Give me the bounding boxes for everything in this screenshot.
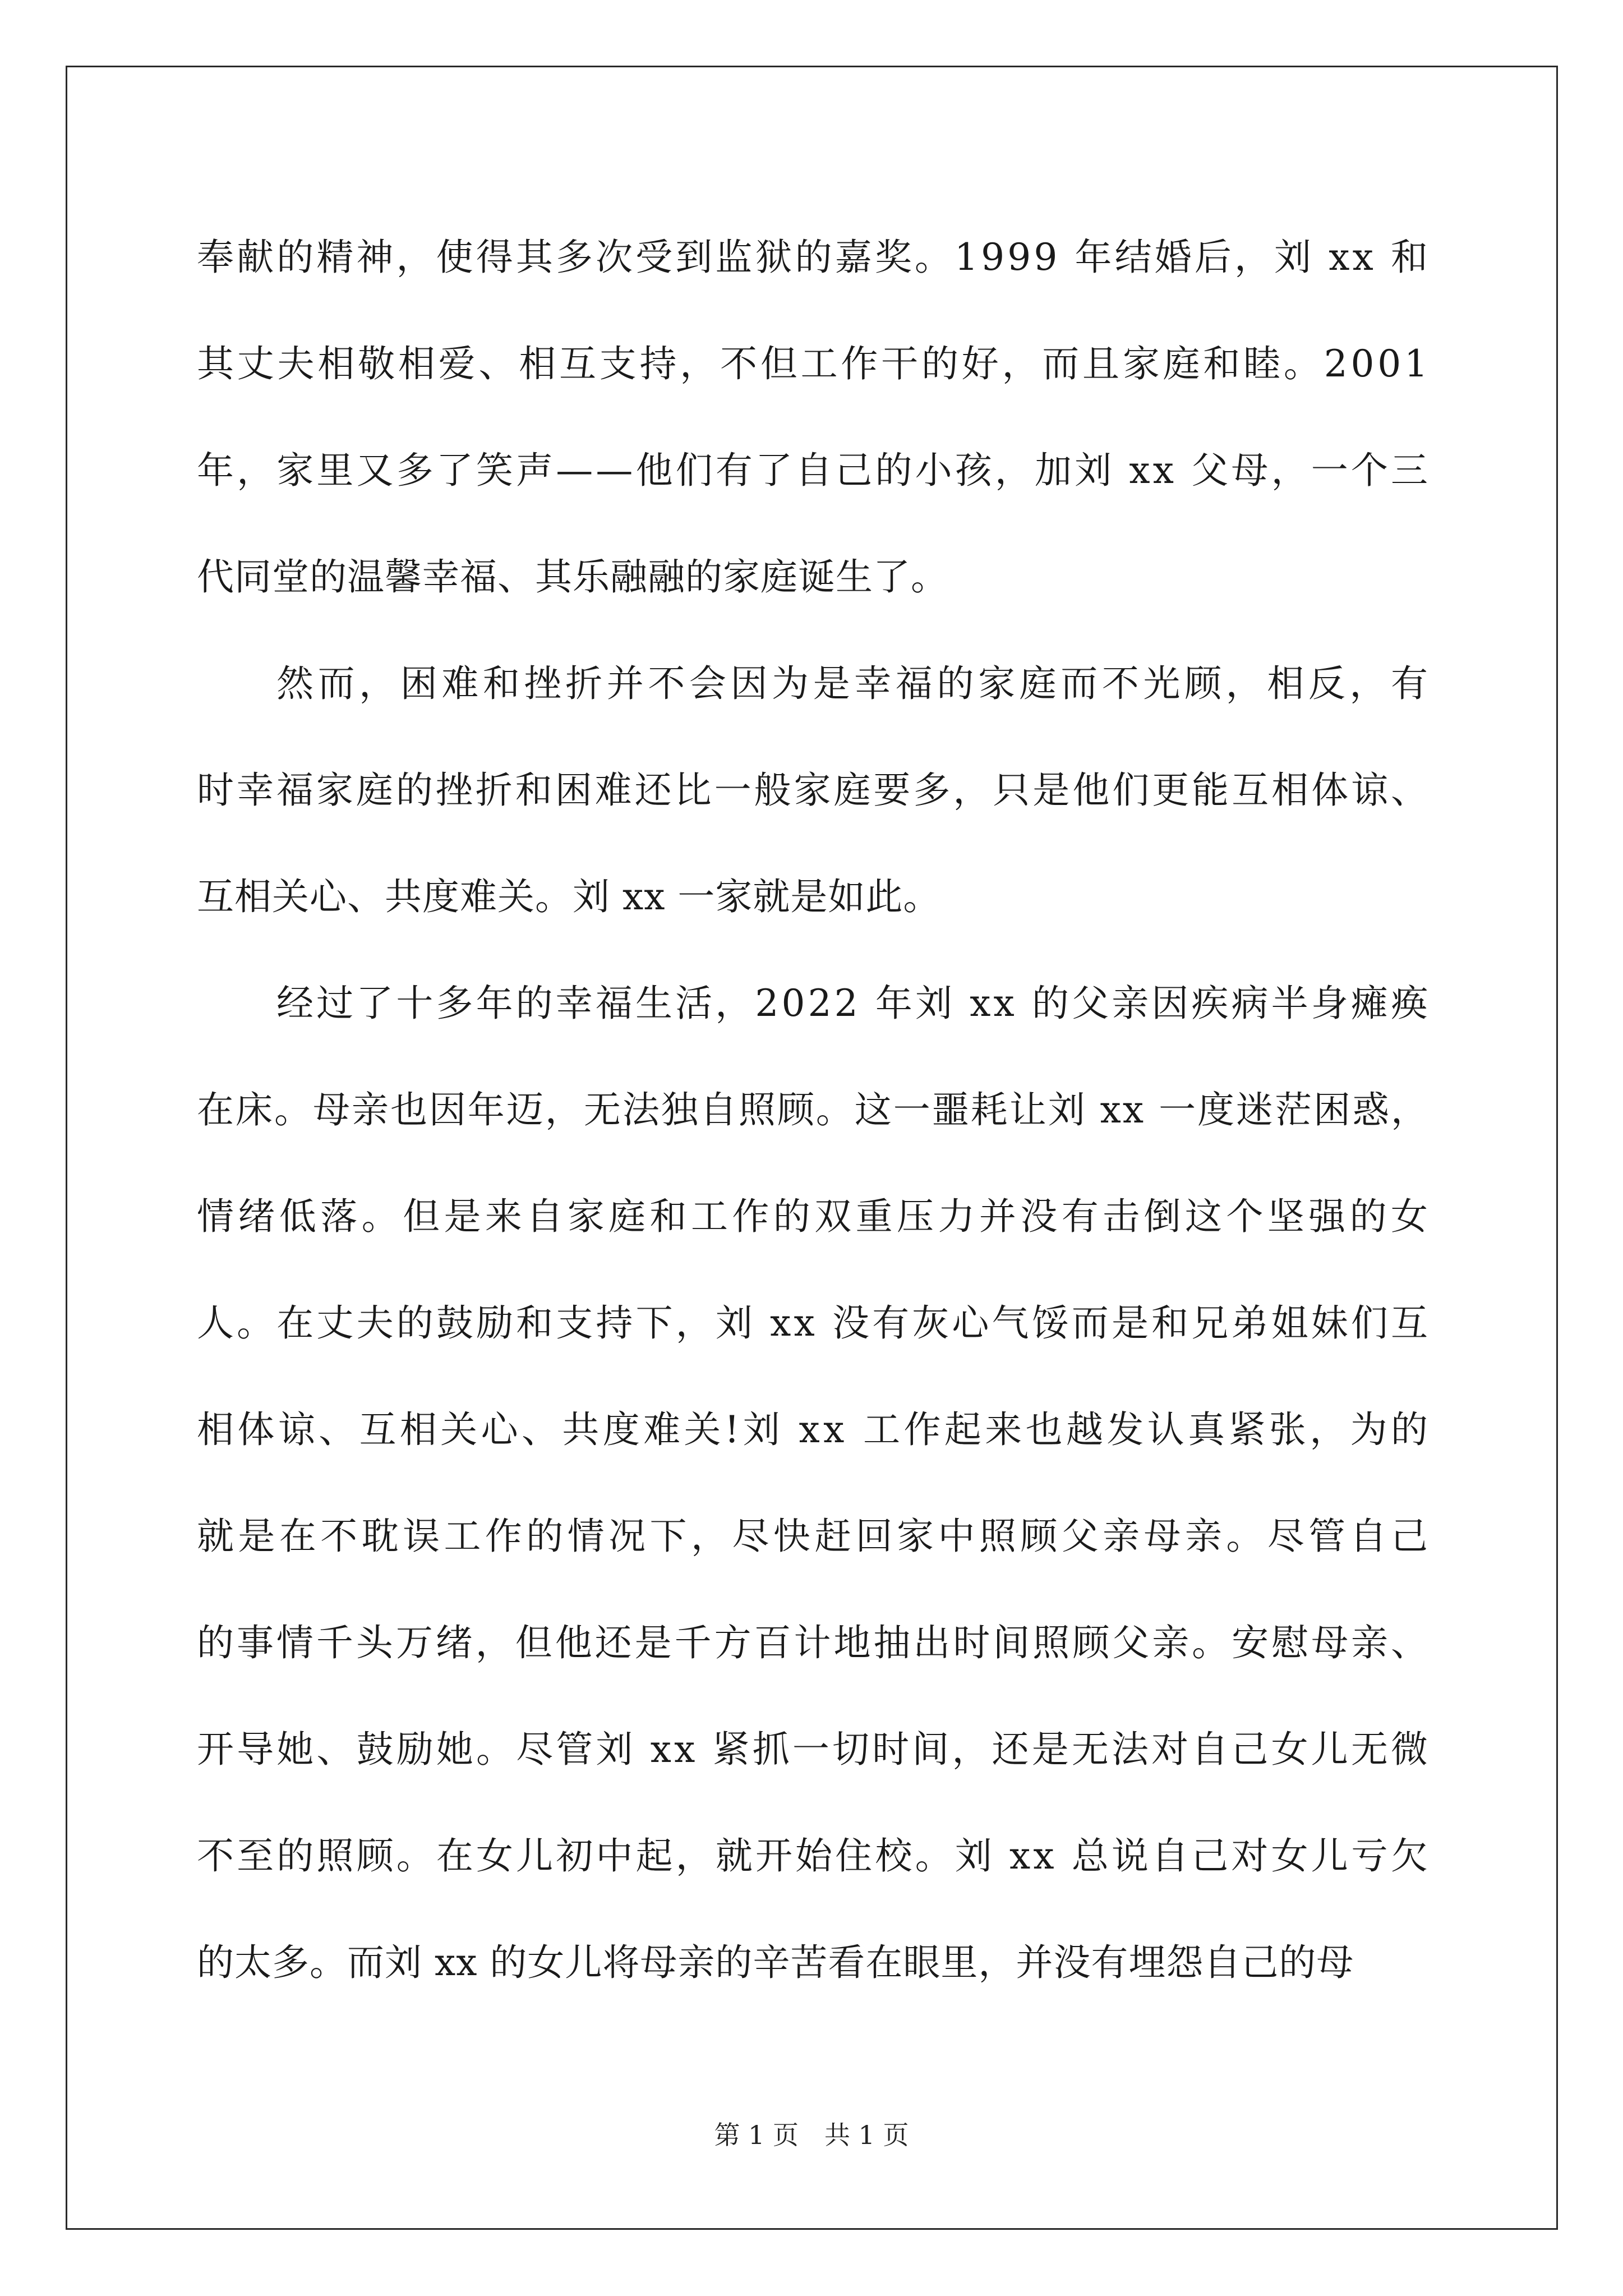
text-line: 奉献的精神，使得其多次受到监狱的嘉奖。1999 年结婚后，刘 xx 和 <box>197 236 1431 279</box>
text-line: 不至的照顾。在女儿初中起，就开始住校。刘 xx 总说自己对女儿亏欠 <box>197 1834 1431 1878</box>
text-line: 就是在不耽误工作的情况下，尽快赶回家中照顾父亲母亲。尽管自己 <box>197 1515 1432 1558</box>
text-line: 然而，困难和挫折并不会因为是幸福的家庭而不光顾，相反，有 <box>276 662 1432 705</box>
text-line: 互相关心、共度难关。刘 xx 一家就是如此。 <box>197 875 941 918</box>
text-line: 时幸福家庭的挫折和困难还比一般家庭要多，只是他们更能互相体谅、 <box>197 769 1431 812</box>
text-line: 其丈夫相敬相爱、相互支持，不但工作干的好，而且家庭和睦。2001 <box>197 342 1431 385</box>
text-line: 经过了十多年的幸福生活，2022 年刘 xx 的父亲因疾病半身瘫痪 <box>276 982 1431 1025</box>
document-body <box>197 204 1432 2016</box>
text-line: 的事情千头万绪，但他还是千方百计地抽出时间照顾父亲。安慰母亲、 <box>197 1621 1431 1664</box>
text-line: 相体谅、互相关心、共度难关!刘 xx 工作起来也越发认真紧张，为的 <box>197 1408 1432 1451</box>
text-line: 开导她、鼓励她。尽管刘 xx 紧抓一切时间，还是无法对自己女儿无微 <box>197 1728 1431 1771</box>
text-line: 情绪低落。但是来自家庭和工作的双重压力并没有击倒这个坚强的女 <box>197 1195 1432 1238</box>
text-line: 代同堂的温馨幸福、其乐融融的家庭诞生了。 <box>197 555 948 599</box>
text-line: 人。在丈夫的鼓励和支持下，刘 xx 没有灰心气馁而是和兄弟姐妹们互 <box>197 1301 1431 1345</box>
text-line: 的太多。而刘 xx 的女儿将母亲的辛苦看在眼里，并没有埋怨自己的母 <box>197 1941 1354 1984</box>
text-line: 在床。母亲也因年迈，无法独自照顾。这一噩耗让刘 xx 一度迷茫困惑， <box>197 1088 1430 1131</box>
page-number-footer: 第 1 页 共 1 页 <box>714 2120 909 2150</box>
text-line: 年，家里又多了笑声——他们有了自己的小孩，加刘 xx 父母，一个三 <box>197 449 1431 492</box>
